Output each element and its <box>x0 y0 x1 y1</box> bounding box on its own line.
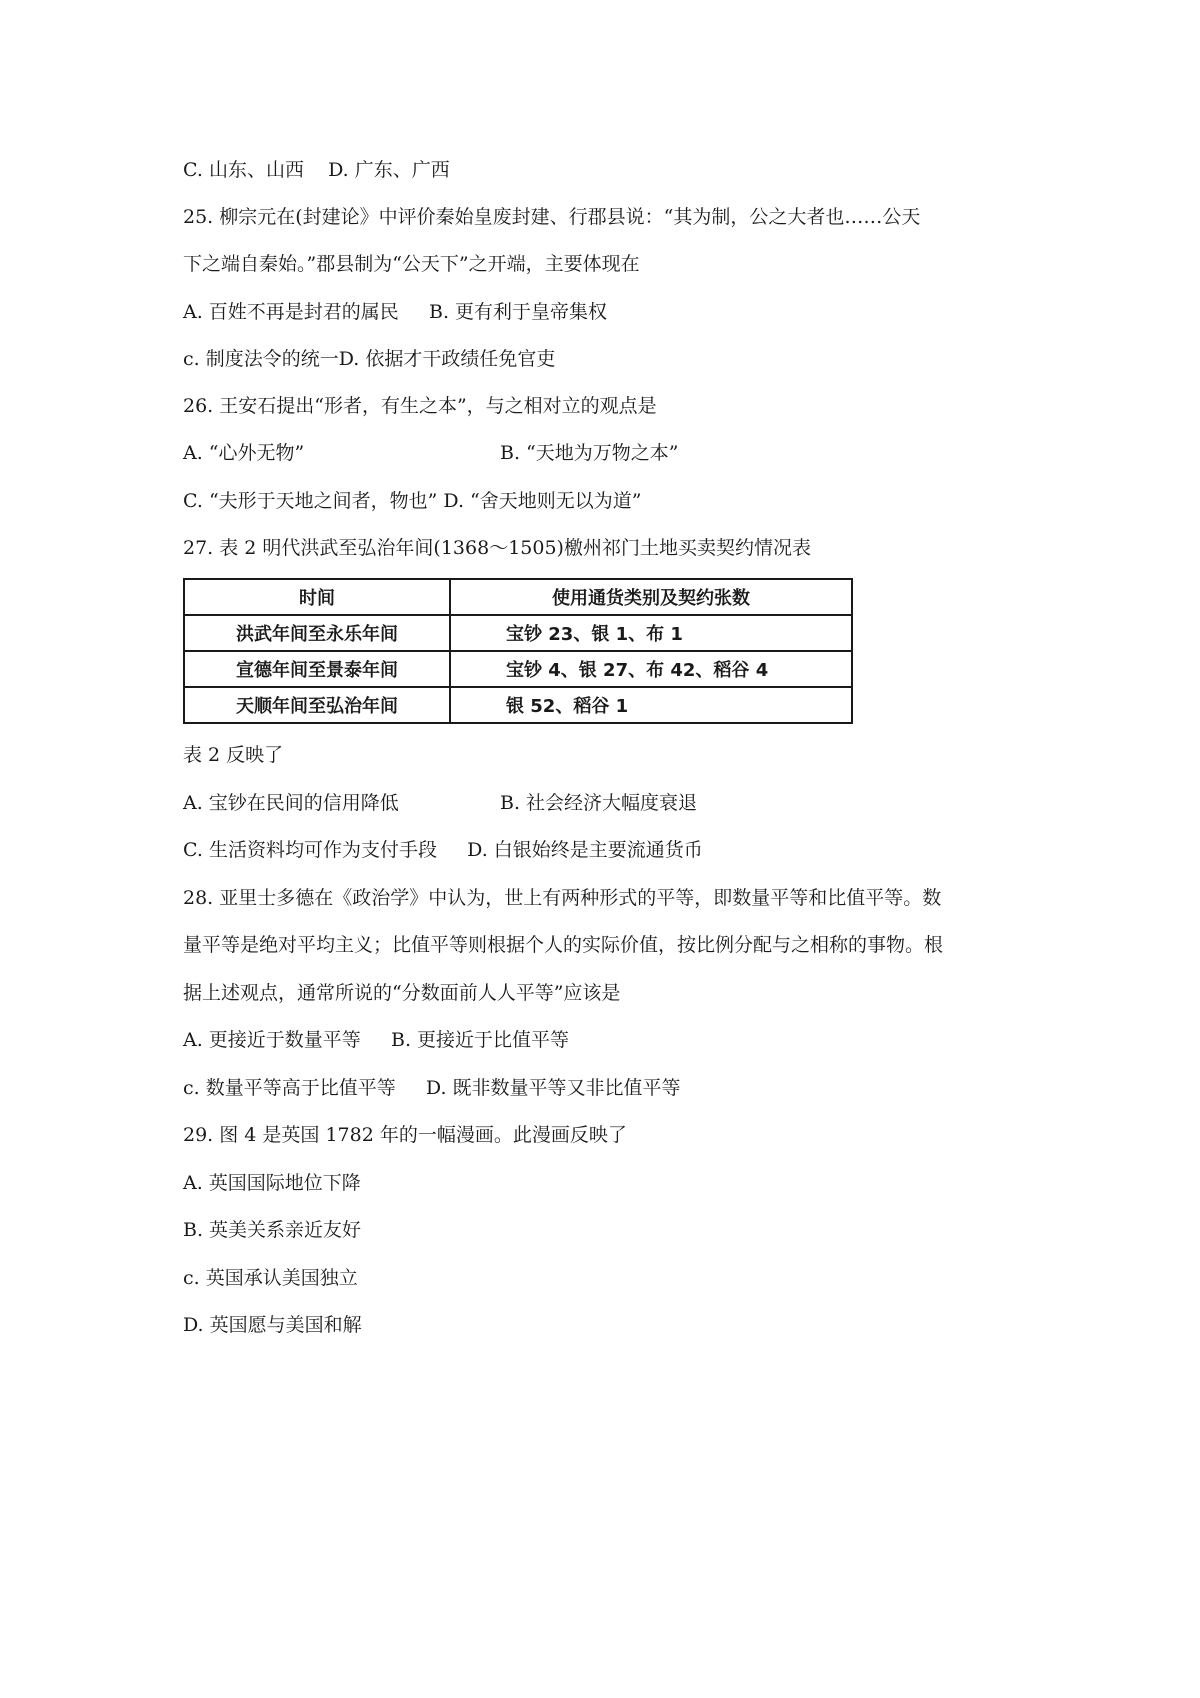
table-row <box>184 687 852 723</box>
table-header-row <box>184 579 852 615</box>
table-row <box>184 651 852 687</box>
q28-stem-line2: 量平等是绝对平均主义；比值平等则根据个人的实际价值，按比例分配与之相称的事物。根 <box>183 934 944 956</box>
q27-stem: 27. 表 2 明代洪武至弘治年间(1368～1505)檄州祁门土地买卖契约情况表 <box>183 537 811 559</box>
q25-options-cd: c. 制度法令的统一D. 依据才干政绩任免官吏 <box>183 348 556 370</box>
q26-option-a: A. “心外无物” <box>183 442 305 464</box>
q29-option-a: A. 英国国际地位下降 <box>183 1172 361 1194</box>
table-row <box>184 615 852 651</box>
q29-option-b: B. 英美关系亲近友好 <box>183 1219 362 1241</box>
table-header-currency: 使用通货类别及契约张数 <box>450 579 852 615</box>
table-cell-currency: 宝钞 4、银 27、布 42、稻谷 4 <box>450 651 852 687</box>
q24-options-cd: C. 山东、山西 D. 广东、广西 <box>183 159 450 181</box>
table-cell-period: 宣德年间至景泰年间 <box>184 651 450 687</box>
q25-stem-line2: 下之端自秦始。”郡县制为“公天下”之开端，主要体现在 <box>183 253 640 275</box>
q25-options-ab: A. 百姓不再是封君的属民 B. 更有利于皇帝集权 <box>183 301 608 323</box>
q28-options-cd: c. 数量平等高于比值平等 D. 既非数量平等又非比值平等 <box>183 1077 681 1099</box>
q28-stem-line3: 据上述观点，通常所说的“分数面前人人平等”应该是 <box>183 982 621 1004</box>
table-cell-currency: 宝钞 23、银 1、布 1 <box>450 615 852 651</box>
q26-option-b: B. “天地为万物之本” <box>500 442 679 464</box>
q29-option-c: c. 英国承认美国独立 <box>183 1267 358 1289</box>
q27-after-table: 表 2 反映了 <box>183 744 284 766</box>
q26-stem: 26. 王安石提出“形者，有生之本”，与之相对立的观点是 <box>183 395 657 417</box>
q27-option-a: A. 宝钞在民间的信用降低 <box>183 792 399 814</box>
table-cell-currency: 银 52、稻谷 1 <box>450 687 852 723</box>
q25-stem-line1: 25. 柳宗元在(封建论》中评价秦始皇废封建、行郡县说：“其为制，公之大者也……公天 <box>183 206 921 228</box>
q27-options-cd: C. 生活资料均可作为支付手段 D. 白银始终是主要流通货币 <box>183 839 703 861</box>
q29-option-d: D. 英国愿与美国和解 <box>183 1314 362 1336</box>
q27-option-b: B. 社会经济大幅度衰退 <box>500 792 698 814</box>
q29-stem: 29. 图 4 是英国 1782 年的一幅漫画。此漫画反映了 <box>183 1124 627 1146</box>
table-cell-period: 洪武年间至永乐年间 <box>184 615 450 651</box>
table-header-time: 时间 <box>184 579 450 615</box>
q26-options-cd: C. “夫形于天地之间者，物也” D. “舍天地则无以为道” <box>183 490 642 512</box>
q28-options-ab: A. 更接近于数量平等 B. 更接近于比值平等 <box>183 1029 570 1051</box>
q28-stem-line1: 28. 亚里士多德在《政治学》中认为，世上有两种形式的平等，即数量平等和比值平等。数 <box>183 887 942 909</box>
table-2 <box>183 578 853 724</box>
table-cell-period: 天顺年间至弘治年间 <box>184 687 450 723</box>
